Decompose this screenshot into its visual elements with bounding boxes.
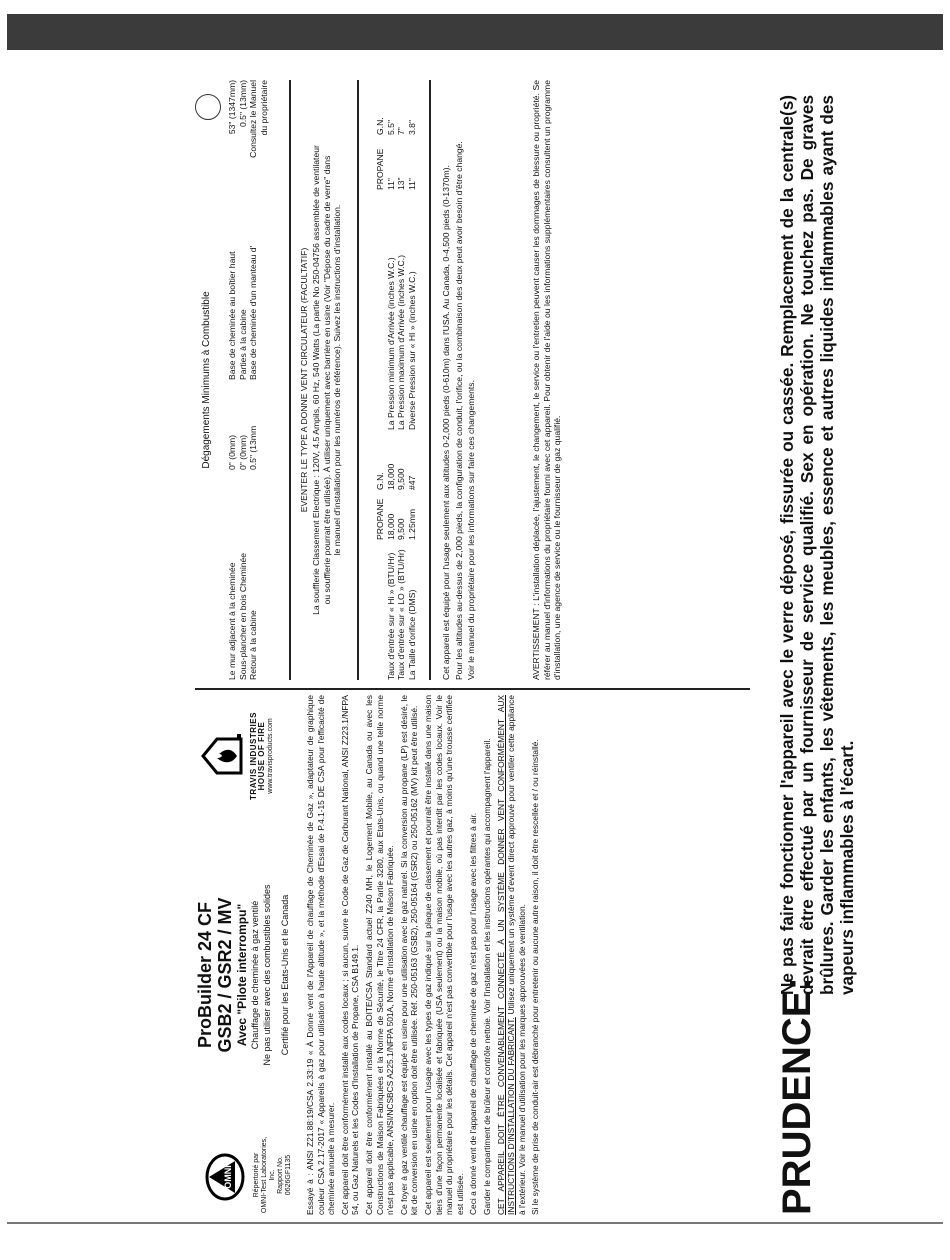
clearance-label: Base de cheminée d'un manteau d' — [248, 245, 259, 380]
table-cell: 13" — [396, 177, 407, 190]
altitude-line: Pour les altitudes au-dessus de 2,000 pieds, la configuration de conduit, l'orifice, ou la combinaison des deux peut avoir besoin d'être changé. — [453, 141, 464, 680]
paragraph-text: Ceci a donné vent de l'appareil de chauffage de cheminée de gaz n'est pas pour l'usage avec les filtres à air. — [468, 812, 479, 1215]
clearance-value: du propriétaire — [258, 80, 269, 136]
input-table-propane — [375, 490, 417, 540]
paragraph-text: Essayé à : ANSI Z21.88:19/CSA 2.33:19 « À Donné vent de l'Appareil de chauffage de Cheminée de Gaz », adaptateur de graphique couleur CSA 2.17-2017 « Appareils à gaz pour utilisation à haute altitude », et la méthode d'Essai de P.4.1-15 DE CSA pour l'efficacité de cheminée annuelle à mesurer. — [305, 695, 337, 1215]
table-cell: La Taille d'orifice (DMS) — [406, 589, 417, 680]
paragraph — [468, 695, 479, 1215]
travis-house-of-fire-logo-icon — [199, 733, 245, 779]
compliance-text — [305, 695, 544, 1215]
divider — [357, 80, 359, 680]
listing-line: Rapport No. 0626GF1135 — [277, 1154, 292, 1196]
clearance-label: Le mur adjacent à la cheminée — [227, 562, 237, 680]
table-header: PROPANE — [375, 148, 385, 190]
table-cell: La Pression maximum d'Arrivée (inches W.C.) — [396, 255, 407, 430]
table-cell: #47 — [406, 475, 417, 490]
divider — [289, 80, 291, 680]
brand-url: www.travisproducts.com — [267, 718, 274, 794]
table-cell: 3.8" — [406, 120, 417, 135]
table-cell: 7" — [396, 127, 407, 135]
clearance-labels-right — [227, 180, 259, 380]
model-variants: GSB2 / GSR2 / MV — [215, 897, 235, 1053]
altitude-line: Voir le manuel du propriétaire pour les informations sur faire ces changements. — [466, 380, 477, 680]
clearance-value: 53" (1347mm) — [227, 80, 237, 135]
paragraph — [423, 695, 465, 1215]
omni-listed-logo-icon — [201, 1147, 249, 1207]
table-cell: 9,500 — [396, 468, 407, 490]
clearance-label: Retour à la cabine — [248, 610, 259, 680]
divider — [195, 688, 750, 690]
pressure-table-labels — [375, 190, 417, 430]
table-cell: Taux d'entrée sur « Hi » (BTU/Hr) — [385, 552, 396, 680]
listing-line: OMNI-Test Laboratories, Inc. — [261, 1136, 276, 1214]
paragraph-text: Garder le compartiment de brûleur et contrôle nettoie. Voir l'installation et les instructions opérantes qui accompagnent l'appareil. — [481, 738, 492, 1215]
listing-line: Répertorié par — [253, 1152, 260, 1198]
paragraph — [482, 695, 493, 1215]
table-cell: 11" — [385, 178, 396, 190]
clearance-labels-left — [227, 470, 259, 680]
listing-text — [253, 1135, 293, 1215]
pressure-table-gn — [375, 80, 417, 135]
clearance-value: 0" (0mm) — [227, 434, 237, 470]
appliance-type: Chauffage de cheminée à gaz ventilé — [250, 900, 260, 1050]
input-table-labels — [375, 540, 417, 680]
model-title: ProBuilder 24 CF — [195, 901, 215, 1049]
table-header: G.N. — [375, 117, 385, 135]
left-panel — [195, 695, 755, 1215]
table-cell: La Pression minimum d'Arrivée (inches W.C.) — [385, 257, 396, 430]
paragraph — [364, 695, 396, 1215]
brand-name: TRAVIS INDUSTRIES — [249, 712, 258, 800]
pilot-subtitle: Avec "Pilote interrompu" — [235, 903, 249, 1047]
clearance-value: 0" (0mm) — [237, 434, 248, 470]
clearances-title: Dégagements Minimums à Combustible — [201, 291, 212, 469]
svg-text:OMNI: OMNI — [223, 1165, 233, 1189]
solid-fuel-warning: Ne pas utiliser avec des combustibles solides — [262, 884, 272, 1066]
warning-text: AVERTISSEMENT : L'installation déplacée, l'ajustement, le changement, le service ou l'entretien peuvent causer les dommages de blessure ou propriété. Se référer au manuel d'informations du propriétaire fourni avec cet appareil. Pour obtenir de l'aide ou les informations supplémentaires consultent un programme d'installation, une agence de service ou le fournisseur de gaz qualifié. — [531, 80, 563, 680]
paragraph-text: Cet appareil est seulement pour l'usage avec les types de gaz indiqué sur la plaque de classement et pourrait être installé dans une maison tiers d'une façon permanente localisée et fabriquée (USA seulement) ou la maison mobile, où pas interdit par les codes locaux. Voir le manuel du propriétaire pour les détails. Cet appareil n'est pas convertible pour l'usage avec les autres gaz, à moins qu'une trousse certifiée est utilisée. — [422, 695, 465, 1215]
altitude-line: Cet appareil est équipé pour l'usage seulement aux altitudes 0-2,000 pieds (0-610m) dans l'USA. Au Canada, 0-4,500 pieds (0-1370m). — [441, 165, 451, 680]
paragraph — [399, 695, 420, 1215]
caution-text: Ne pas faire fonctionner l'appareil avec le verre déposé, fissurée ou cassée. Remplacement de la centrale(s) devrait être effectué par un fournisseur de service qualifié. Sex en opération. Ne touchez pas. De graves brûlures. Garder les enfants, les vêtements, les meubles, essence et autres liquides inflammables ayant des vapeurs inflammables à l'écart. — [777, 95, 857, 995]
vent-text — [311, 80, 343, 680]
paragraph — [496, 695, 528, 1215]
bottom-rule — [7, 1222, 943, 1224]
caution-heading: PRUDENCE: — [775, 977, 819, 1215]
vent-line: ou soufflerie pourrait être utilisée). À utiliser uniquement avec barrière en usine (Voir "Dépose du cadre de verre" dans — [321, 155, 332, 605]
brand-tagline: HOUSE OF FIRE — [257, 721, 266, 791]
vent-line: le manuel d'installation pour les numéros de référence). Suivez les instructions d'installation. — [332, 204, 343, 556]
table-cell: 18,000 — [385, 463, 396, 490]
input-table-gn — [375, 450, 417, 490]
divider — [429, 80, 431, 680]
paragraph — [340, 695, 361, 1215]
clearance-label: Parties à la cabine — [237, 309, 248, 380]
clearance-values-left — [227, 390, 259, 470]
top-bar — [7, 14, 943, 50]
vent-line: La soufflerie Classement Electrique : 120V, 4.5 Ampils, 60 Hz, 540 Watts (La partie No 250-04756 assemblée de ventilateur — [311, 145, 321, 615]
table-cell: Taux d'entrée sur « LO » (BTU/Hr) — [396, 549, 407, 680]
table-header: PROPANE — [375, 498, 385, 540]
underlined-text: CET APPAREIL DOIT ÊTRE CONVENABLEMENT CONNECTÉ À UN SYSTÈME DONNER VENT CONFORMÉMENT AUX INSTRUCTIONS D'INSTALLATION DU FABRICANT. — [495, 695, 517, 1215]
paragraph-text: Cet appareil doit être conformément installé aux codes locaux ; si aucun, suivre le Code de Gaz de Carburant National, ANSI Z223.1/NFPA 54, ou Gaz Naturels et les Codes d'Installation de Propane, CSA B149.1. — [339, 695, 361, 1215]
vent-title: EVENTER LE TYPE A DONNE VENT CIRCULATEUR (FACULTATIF) — [299, 247, 309, 513]
paragraph-text: Ce foyer à gaz ventilé chauffage est équipé en usine pour une utilisation avec le gaz naturel. Si la conversion au propane (LP) est désiré, le kit de conversion en usine en option doit être utilisée. Réf. 250-05163 (GSB2), 250-05164 (GSR2) ou 250-05162 (MV) kit peut être utilisé. — [398, 695, 420, 1215]
paragraph-text: Cet appareil doit être conformément installé au BOITE/CSA Standard actuel Z240 MH, le Logement Mobile, au Canada ou avec les Constructions de Maison Fabriquées et la Norme de Sécurité, le Titre 24 CFR, la Partie 3280, aux Etats-Unis, ou quand une telle norme n'est pas applicable, ANSI/NCSBCS A225.1/NFPA 501A, Norme d'Installation de Maison Fabriquée. — [363, 695, 396, 1215]
certification: Certifié pour les Etats-Unis et le Canada — [280, 894, 290, 1056]
paragraph-text: Utilisez uniquement un système d'event direct approuvé pour ventiler cette appliance à l'extérieur. Voir le manuel d'utilisation pour les marques approuvées de ventilation. — [506, 695, 527, 1215]
table-cell: Diverse Pression sur « HI » (inches W.C.) — [406, 271, 417, 430]
travis-brand — [199, 697, 275, 815]
paragraph — [530, 695, 541, 1215]
paragraph-text: Si le système de prise de conduit-air est débranché pour entretenir ou aucune autre raison, il doit être rescellée et / ou réinstallé. — [530, 739, 541, 1215]
pressure-table-propane — [375, 135, 417, 190]
clearance-label: Base de cheminée au boîtier haut — [227, 251, 237, 380]
rating-label — [100, 80, 860, 1215]
circle-mark-icon — [195, 94, 221, 120]
table-header: G.N. — [375, 472, 385, 490]
right-panel — [195, 80, 755, 680]
table-cell: 1.25mm — [406, 508, 417, 540]
table-cell: 5.5" — [385, 120, 396, 135]
clearance-value: Consultez le Manuel — [248, 80, 259, 158]
table-cell: 11" — [406, 178, 417, 190]
title-block — [195, 825, 291, 1125]
clearance-value: 0.5" (13mm — [248, 425, 259, 470]
altitude-text — [441, 80, 479, 680]
table-cell: 9,500 — [396, 518, 407, 540]
paragraph — [305, 695, 337, 1215]
clearance-value: 0.5" (13mm) — [237, 80, 248, 127]
table-cell: 18,000 — [385, 513, 396, 540]
clearance-label: Sous-plancher en bois Cheminée — [237, 552, 248, 680]
clearance-values-right — [227, 80, 269, 180]
